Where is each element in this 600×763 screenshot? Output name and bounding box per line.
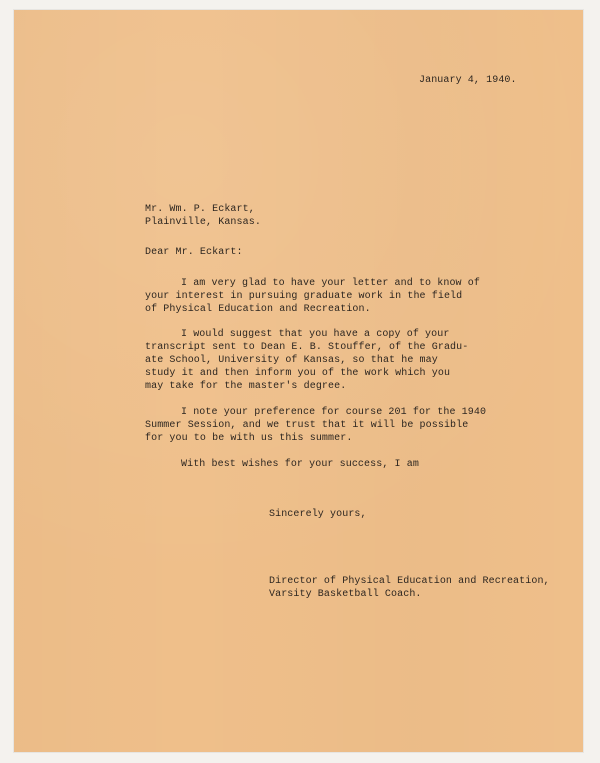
signature-title-line-1: Director of Physical Education and Recreation,	[269, 576, 550, 587]
paragraph-2-line-4: study it and then inform you of the work which you	[145, 368, 451, 379]
letter-page	[14, 10, 583, 752]
paragraph-1-line-1: I am very glad to have your letter and to know of	[181, 278, 480, 289]
paragraph-3-line-2: Summer Session, and we trust that it will be possible	[145, 420, 469, 431]
letter-date: January 4, 1940.	[419, 75, 517, 86]
paragraph-3-line-1: I note your preference for course 201 for the 1940	[181, 407, 487, 418]
closing-wish: With best wishes for your success, I am	[181, 459, 419, 470]
recipient-name: Mr. Wm. P. Eckart,	[145, 204, 255, 215]
paragraph-2-line-2: transcript sent to Dean E. B. Stouffer, of the Gradu-	[145, 342, 469, 353]
paragraph-1-line-2: your interest in pursuing graduate work in the field	[145, 291, 463, 302]
recipient-location: Plainville, Kansas.	[145, 217, 261, 228]
paragraph-1-line-3: of Physical Education and Recreation.	[145, 304, 371, 315]
paragraph-2-line-5: may take for the master's degree.	[145, 381, 347, 392]
signature-title-line-2: Varsity Basketball Coach.	[269, 589, 422, 600]
paragraph-3-line-3: for you to be with us this summer.	[145, 433, 353, 444]
paragraph-2-line-1: I would suggest that you have a copy of your	[181, 329, 450, 340]
salutation: Dear Mr. Eckart:	[145, 247, 243, 258]
paragraph-2-line-3: ate School, University of Kansas, so that he may	[145, 355, 438, 366]
closing: Sincerely yours,	[269, 509, 367, 520]
